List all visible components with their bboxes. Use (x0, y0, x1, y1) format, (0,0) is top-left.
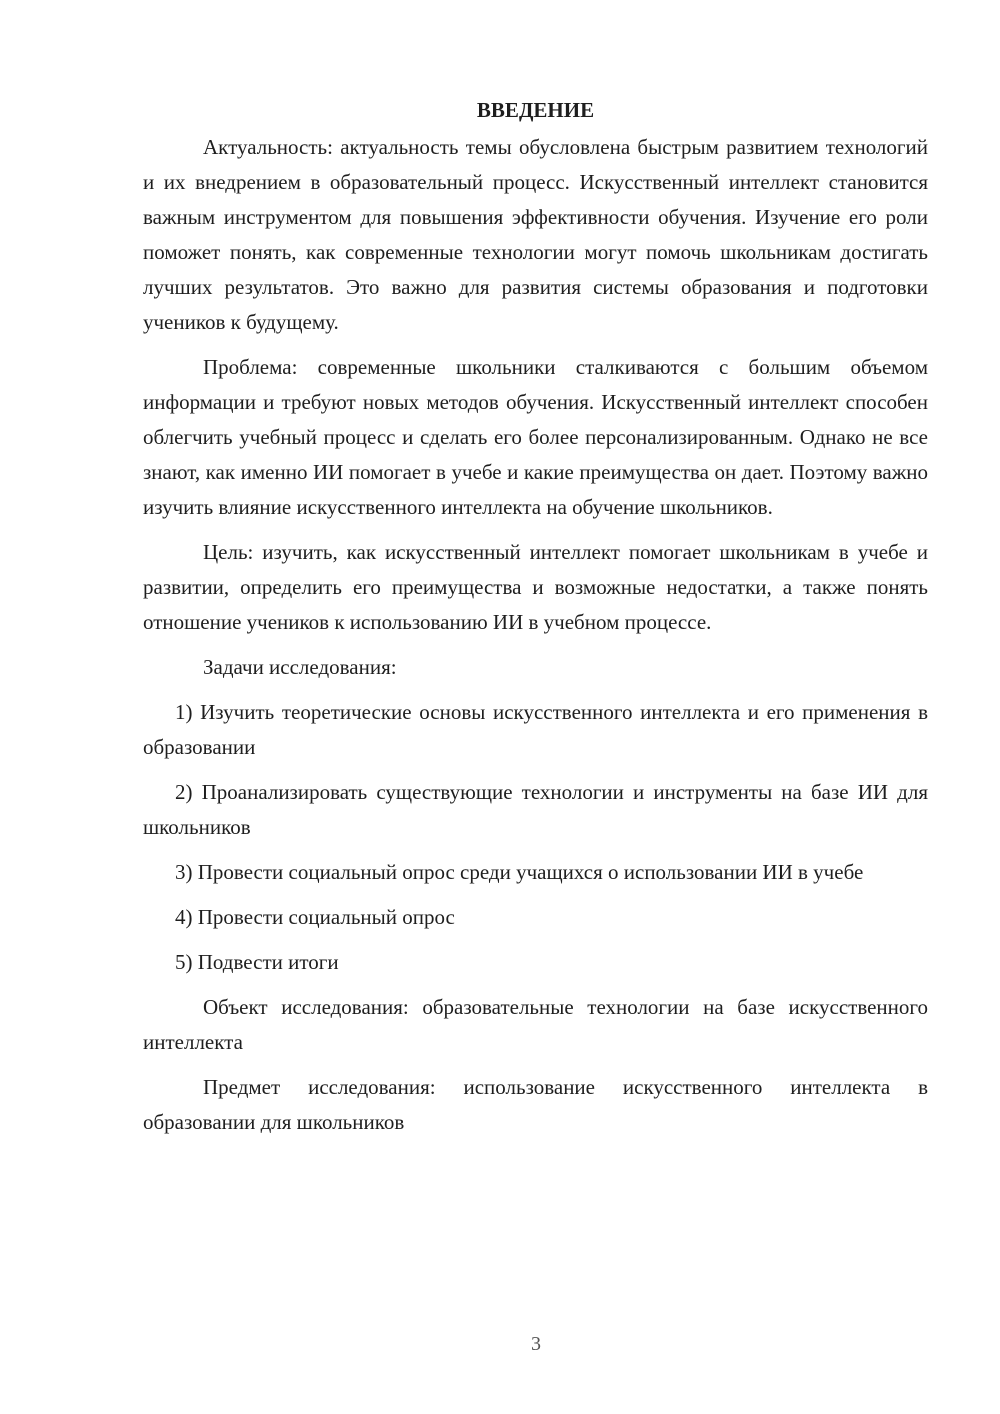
task-item: 1) Изучить теоретические основы искусственного интеллекта и его применения в образовании (143, 700, 928, 759)
goal-paragraph: Цель: изучить, как искусственный интеллект помогает школьникам в учебе и развитии, определить его преимущества и возможные недостатки, а также понять отношение учеников к использованию ИИ в учебном процессе. (143, 540, 928, 634)
subject-paragraph: Предмет исследования: использование искусственного интеллекта в образовании для школьников (143, 1075, 928, 1134)
task-item: 5) Подвести итоги (175, 950, 339, 974)
task-item: 4) Провести социальный опрос (175, 905, 455, 929)
task-item: 3) Провести социальный опрос среди учащихся о использовании ИИ в учебе (175, 860, 864, 884)
relevance-paragraph: Актуальность: актуальность темы обусловлена быстрым развитием технологий и их внедрением в образовательный процесс. Искусственный интеллект становится важным инструментом для повышения эффективности обучения. Изучение его роли поможет понять, как современные технологии могут помочь школьникам достигать лучших результатов. Это важно для развития системы образования и подготовки учеников к будущему. (143, 135, 928, 334)
task-item: 2) Проанализировать существующие технологии и инструменты на базе ИИ для школьников (143, 780, 928, 839)
page-content (143, 93, 928, 1150)
object-paragraph: Объект исследования: образовательные технологии на базе искусственного интеллекта (143, 995, 928, 1054)
page-title: ВВЕДЕНИЕ (476, 98, 595, 122)
tasks-heading: Задачи исследования: (203, 655, 397, 679)
problem-paragraph: Проблема: современные школьники сталкиваются с большим объемом информации и требуют новых методов обучения. Искусственный интеллект способен облегчить учебный процесс и сделать его более персонализированным. Однако не все знают, как именно ИИ помогает в учебе и какие преимущества он дает. Поэтому важно изучить влияние искусственного интеллекта на обучение школьников. (143, 355, 928, 519)
page-number: 3 (531, 1333, 541, 1355)
